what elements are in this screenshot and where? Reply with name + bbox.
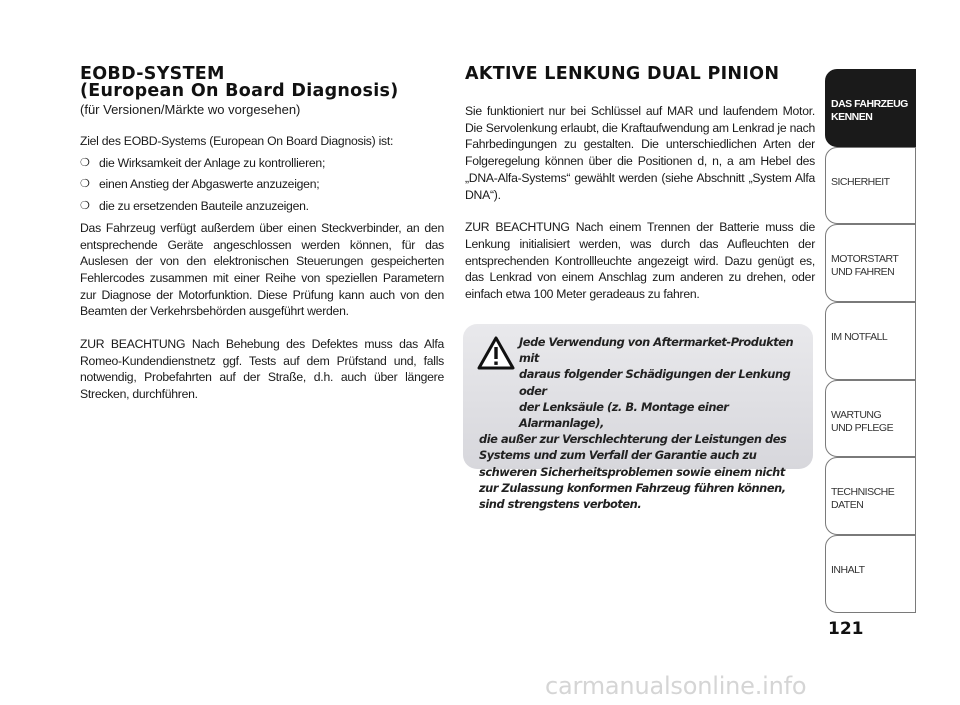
eobd-paragraph-connector: Das Fahrzeug verfügt außerdem über einen Steckverbinder, an den entsprechende Geräte angeschlossen werden können, für das Auslesen der von den elektronischen Steuerungen gespeicherten Fehlercodes zusammen mit einer Reihe von speziellen Parametern zur Diagnose der Motorfunktion. Diese Prüfung kann auch von den Beamten der Verkehrsbehörden ausgeführt werden.	[80, 220, 444, 319]
eobd-title: EOBD-SYSTEM	[80, 64, 225, 84]
eobd-paragraph-note: ZUR BEACHTUNG Nach Behebung des Defektes muss das Alfa Romeo-Kundendienstnetz ggf. Tests auf dem Prüfstand und, falls notwendig, Probefahrten auf der Straße, d.h. auch über längere Strecken, durchführen.	[80, 337, 444, 402]
left-column	[80, 66, 444, 403]
steering-paragraph-note: ZUR BEACHTUNG Nach einem Trennen der Batterie muss die Lenkung initialisiert werden, was durch das Aufleuchten der entsprechenden Kontrollleuchte angezeigt wird. Dazu genügt es, das Lenkrad von einem Anschlag zum anderen zu drehen, oder einfach etwa 100 Meter geradeaus zu fahren.	[465, 220, 815, 302]
warning-triangle-icon	[477, 336, 515, 370]
warning-text: Jede Verwendung von Aftermarket-Produkten mit daraus folgender Schädigungen der Lenkung oder der Lenksäule (z. B. Montage einer Alarmanlage), die außer zur Verschlechterung der Leistungen des Systems und zum Verfall der Garantie auch zu schweren Sicherheitsproblemen sowie einem nicht zur Zulassung konformen Fahrzeug führen können, sind strengstens verboten.	[479, 335, 794, 512]
chapter-tabs	[825, 69, 916, 613]
steering-paragraph-function: Sie funktioniert nur bei Schlüssel auf MAR und laufendem Motor. Die Servolenkung erlaubt, die Kraftaufwendung am Lenkrad je nach Fahrbedingungen zu gestalten. Die unterschiedlichen Arten der Folgeregelung können über die Positionen d, n, a am Hebel des „DNA-Alfa-Systems“ gewählt werden (siehe Abschnitt „System Alfa DNA“).	[465, 104, 815, 202]
list-item: ❍ einen Anstieg der Abgaswerte anzuzeigen;	[80, 177, 320, 192]
eobd-title-line2: (European On Board Diagnosis)	[80, 81, 399, 101]
tab-wartung-und-pflege[interactable]: WARTUNG UND PFLEGE	[825, 380, 916, 458]
circle-bullet-icon: ❍	[80, 156, 90, 169]
eobd-subtitle: (für Versionen/Märkte wo vorgesehen)	[80, 102, 301, 117]
tab-motorstart-und-fahren[interactable]: MOTORSTART UND FAHREN	[825, 224, 916, 302]
tab-inhalt[interactable]: INHALT	[825, 535, 916, 613]
steering-title: AKTIVE LENKUNG DUAL PINION	[465, 64, 780, 84]
watermark-url: carmanualsonline.info	[545, 672, 807, 700]
tab-technische-daten[interactable]: TECHNISCHE DATEN	[825, 457, 916, 535]
tab-im-notfall[interactable]: IM NOTFALL	[825, 302, 916, 380]
page-number: 121	[828, 619, 864, 639]
circle-bullet-icon: ❍	[80, 178, 90, 191]
tab-sicherheit[interactable]: SICHERHEIT	[825, 147, 916, 225]
tab-das-fahrzeug-kennen[interactable]: DAS FAHRZEUG KENNEN	[825, 69, 916, 147]
warning-box	[463, 324, 813, 512]
list-item: ❍ die zu ersetzenden Bauteile anzuzeigen.	[80, 199, 309, 214]
list-item: ❍ die Wirksamkeit der Anlage zu kontrollieren;	[80, 155, 326, 170]
circle-bullet-icon: ❍	[80, 200, 90, 213]
right-column	[465, 66, 815, 303]
eobd-intro: Ziel des EOBD-Systems (European On Board Diagnosis) ist:	[80, 134, 394, 148]
